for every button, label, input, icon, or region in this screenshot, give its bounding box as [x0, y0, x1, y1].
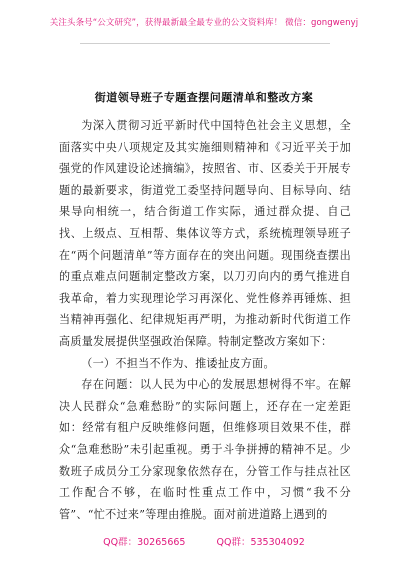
document-title: 街道领导班子专题查摆问题清单和整改方案 — [94, 91, 314, 104]
section-paragraph: 存在问题：以人民为中心的发展思想树得不牢。在解决人民群众“急难愁盼”的实际问题上，还存在一定差距如：经常有租户反映维修问题，但维修项目效果不佳，群众“急难愁盼”未引起重视。勇于斗争拼搏的精神不足。少数班子成员分工分家现象依然存在，分管工作与挂点社区工作配合不够，在临时性重点工作中，习惯“我不分管”、“忙不过来”等理由推脱。面对前进道路上遇到的 — [59, 378, 351, 521]
footer-qq-group-2: QQ群：535304092 — [216, 537, 305, 548]
footer-qq-group-1: QQ群：30265665 — [103, 537, 186, 548]
header-banner: 关注头条号“公文研究”，获得最新最全最专业的公文资料库！ 微信：gongwenyj — [49, 18, 359, 28]
intro-paragraph: 为深入贯彻习近平新时代中国特色社会主义思想，全面落实中央八项规定及其实施细则精神和《习近平关于加强党的作风建设论述摘编》，按照省、市、区委关于开展专题的最新要求，街道党工委坚持问题导向、目标导向、结果导向相统一，结合街道工作实际，通过群众提、自己找、上级点、互相帮、集体议等方式，系统梳理领导班子在“两个问题清单”等方面存在的突出问题。现围绕查摆出的重点难点问题制定整改方案，以刀刃向内的勇气推进自我革命，着力实现理论学习再深化、党性修养再锤炼、担当精神再强化、纪律规矩再严明，为推动新时代街道工作高质量发展提供坚强政治保障。特制定整改方案如下： — [59, 119, 351, 348]
footer-banner — [0, 534, 408, 548]
document-body — [59, 115, 351, 525]
section-heading: （一）不担当不作为、推诿扯皮方面。 — [81, 356, 275, 370]
header-divider — [80, 43, 330, 44]
